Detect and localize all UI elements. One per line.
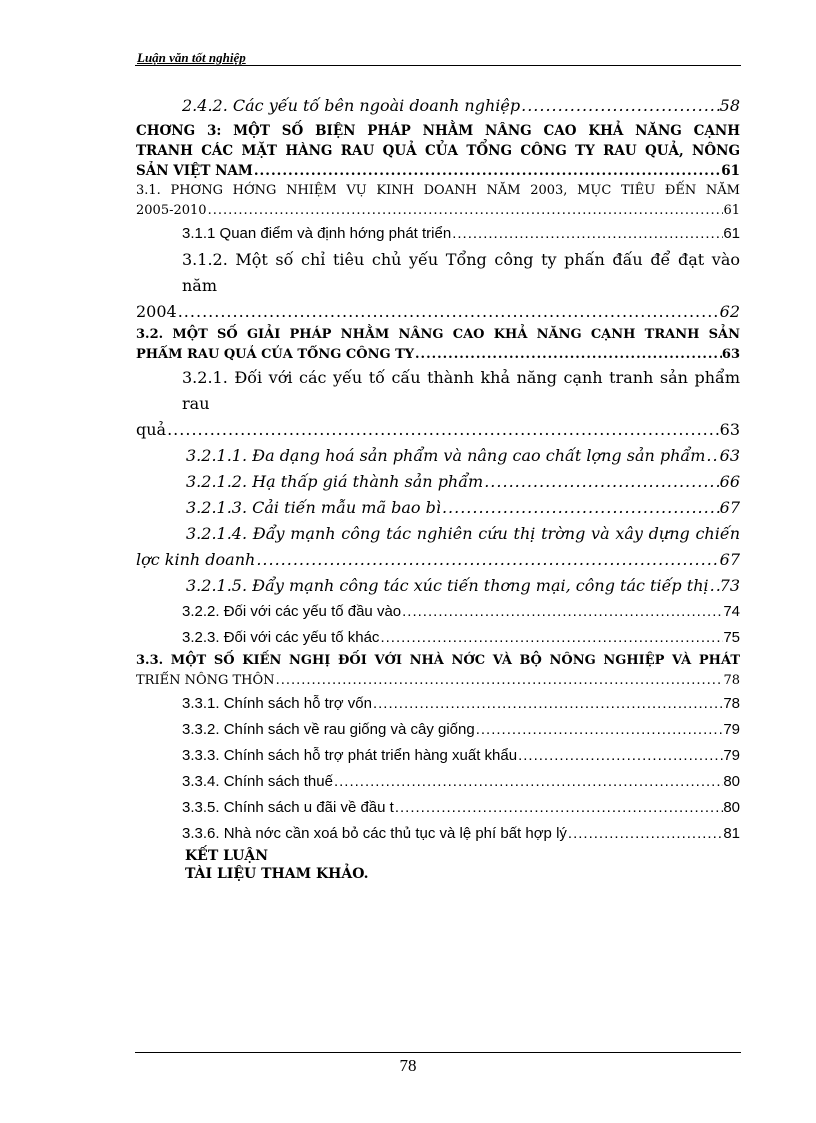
toc-entry-label: 3.3.4. Chính sách thuế — [182, 773, 333, 790]
dot-leader — [333, 769, 723, 795]
toc-entry-3-1-1 — [136, 221, 740, 247]
dot-leader — [372, 691, 723, 717]
dot-leader — [255, 547, 719, 573]
toc-section-3-1 — [136, 181, 740, 221]
toc-page-number: 79 — [723, 747, 740, 764]
toc-entry-3-2-1-1 — [136, 443, 740, 469]
dot-leader — [401, 599, 723, 625]
page-number: 78 — [399, 1056, 417, 1075]
toc-entry-label: 3.2.3. Đối với các yếu tố khác — [182, 629, 380, 646]
toc-entry-label: lợc kinh doanh — [136, 550, 256, 569]
toc-page-number: 63 — [719, 446, 740, 465]
toc-page-number: 78 — [723, 673, 740, 688]
toc-page-number: 61 — [723, 203, 740, 218]
toc-section-3-2 — [136, 325, 740, 365]
dot-leader — [207, 201, 724, 221]
toc-entry-3-3-1 — [136, 691, 740, 717]
dot-leader — [705, 443, 719, 469]
dot-leader — [275, 671, 724, 691]
toc-page-number: 62 — [719, 302, 740, 321]
toc-chapter-3 — [136, 121, 740, 181]
toc-entry-label: 2.4.2. Các yếu tố bên ngoài doanh nghiệp — [182, 96, 521, 115]
toc-entry-label: 3.3.6. Nhà nớc cần xoá bỏ các thủ tục và lệ phí bất hợp lý — [182, 825, 567, 842]
toc-entry-3-3-3 — [136, 743, 740, 769]
dot-leader — [567, 821, 723, 847]
section-title-line: 2005-2010 — [136, 203, 207, 218]
dot-leader — [451, 221, 723, 247]
dot-leader — [414, 345, 722, 365]
toc-entry-label: 3.2.1.1. Đa dạng hoá sản phẩm và nâng cao chất lợng sản phẩm — [186, 446, 706, 465]
toc-entry-3-1-2 — [136, 247, 740, 325]
toc-page-number: 67 — [719, 498, 740, 517]
footer-rule — [135, 1052, 741, 1053]
toc-entry-3-2-3 — [136, 625, 740, 651]
section-title-line: 3.1. PHƠNG HỚNG NHIỆM VỤ KINH DOANH NĂM 2003, MỤC TIÊU ĐẾN NĂM — [136, 183, 740, 198]
toc-references: TÀI LIỆU THAM KHẢO. — [185, 866, 369, 882]
dot-leader — [253, 161, 721, 181]
toc-entry-label: 3.3.1. Chính sách hỗ trợ vốn — [182, 695, 372, 712]
dot-leader — [520, 93, 720, 119]
toc-entry-label: 3.1.1 Quan điểm và định hớng phát triển — [182, 225, 452, 242]
toc-entry-3-2-2 — [136, 599, 740, 625]
toc-page-number: 80 — [723, 773, 740, 790]
toc-entry-2-4-2 — [136, 93, 740, 119]
toc-page-number: 58 — [719, 96, 740, 115]
toc-entry-label: 3.3.2. Chính sách về rau giống và cây giống — [182, 721, 475, 738]
dot-leader — [166, 417, 720, 443]
section-title-line: TRIỂN NÔNG THÔN — [136, 673, 275, 688]
header-rule — [135, 65, 741, 66]
toc-entry-label: 3.2.1.2. Hạ thấp giá thành sản phẩm — [186, 472, 484, 491]
toc-page-number: 75 — [723, 629, 740, 646]
dot-leader — [475, 717, 724, 743]
toc-section-3-3 — [136, 651, 740, 691]
toc-entry-label: 2004 — [136, 302, 177, 321]
dot-leader — [709, 573, 720, 599]
dot-leader — [441, 495, 720, 521]
toc-page-number: 63 — [719, 420, 740, 439]
chapter-title-line: TRANH CÁC MẶT HÀNG RAU QUẢ CỦA TỔNG CÔNG TY RAU QUẢ, NÔNG — [136, 143, 740, 159]
toc-entry-label: 3.3.5. Chính sách u đãi về đầu t — [182, 799, 394, 816]
chapter-title-line: CHƠNG 3: MỘT SỐ BIỆN PHÁP NHẰM NÂNG CAO KHẢ NĂNG CẠNH — [136, 123, 740, 139]
toc-entry-label: quả — [136, 420, 167, 439]
toc-entry-3-3-6 — [136, 821, 740, 847]
dot-leader — [379, 625, 723, 651]
toc-page-number: 63 — [721, 347, 740, 362]
toc-page-number: 79 — [723, 721, 740, 738]
toc-entry-label: 3.2.1.3. Cải tiến mẫu mã bao bì — [186, 498, 441, 517]
section-title-line: PHẨM RAU QUẢ CỦA TỔNG CÔNG TY — [136, 347, 415, 362]
section-title-line: 3.2. MỘT SỐ GIẢI PHÁP NHẰM NÂNG CAO KHẢ NĂNG CẠNH TRANH SẢN — [136, 327, 740, 342]
toc-entry-3-2-1-5 — [136, 573, 740, 599]
dot-leader — [517, 743, 723, 769]
toc-entry-3-2-1-4 — [136, 521, 740, 573]
toc-page-number: 61 — [723, 225, 740, 242]
dot-leader — [483, 469, 719, 495]
toc-page-number: 81 — [723, 825, 740, 842]
toc-page-number: 78 — [723, 695, 740, 712]
toc-entry-3-3-4 — [136, 769, 740, 795]
toc-entry-label: 3.3.3. Chính sách hỗ trợ phát triển hàng xuất khẩu — [182, 747, 518, 764]
toc-entry-3-3-2 — [136, 717, 740, 743]
toc-conclusion: KẾT LUẬN — [185, 848, 269, 864]
toc-page-number: 74 — [723, 603, 740, 620]
table-of-contents — [136, 93, 740, 883]
section-title-line: 3.3. MỘT SỐ KIẾN NGHỊ ĐỐI VỚI NHÀ NỚC VÀ BỘ NÔNG NGHIỆP VÀ PHÁT — [136, 653, 740, 668]
chapter-title-line: SẢN VIỆT NAM — [136, 163, 253, 179]
toc-entry-3-2-1-3 — [136, 495, 740, 521]
toc-entry-3-2-1-2 — [136, 469, 740, 495]
toc-page-number: 73 — [719, 576, 740, 595]
toc-page-number: 66 — [719, 472, 740, 491]
toc-page-number: 67 — [719, 550, 740, 569]
dot-leader — [394, 795, 724, 821]
toc-entry-label: 3.2.2. Đối với các yếu tố đầu vào — [182, 603, 402, 620]
toc-page-number: 80 — [723, 799, 740, 816]
toc-entry-label: 3.2.1. Đối với các yếu tố cấu thành khả năng cạnh tranh sản phẩm rau — [182, 368, 740, 413]
toc-entry-label: 3.1.2. Một số chỉ tiêu chủ yếu Tổng công ty phấn đấu để đạt vào năm — [182, 250, 740, 295]
toc-entry-label: 3.2.1.4. Đẩy mạnh công tác nghiên cứu thị trờng và xây dựng chiến — [186, 524, 740, 543]
toc-page-number: 61 — [721, 163, 740, 179]
toc-entry-3-2-1 — [136, 365, 740, 443]
toc-entry-label: 3.2.1.5. Đẩy mạnh công tác xúc tiến thơng mại, công tác tiếp thị — [186, 576, 709, 595]
header-title: Luận văn tốt nghiệp — [137, 50, 246, 65]
toc-entry-3-3-5 — [136, 795, 740, 821]
dot-leader — [177, 299, 720, 325]
